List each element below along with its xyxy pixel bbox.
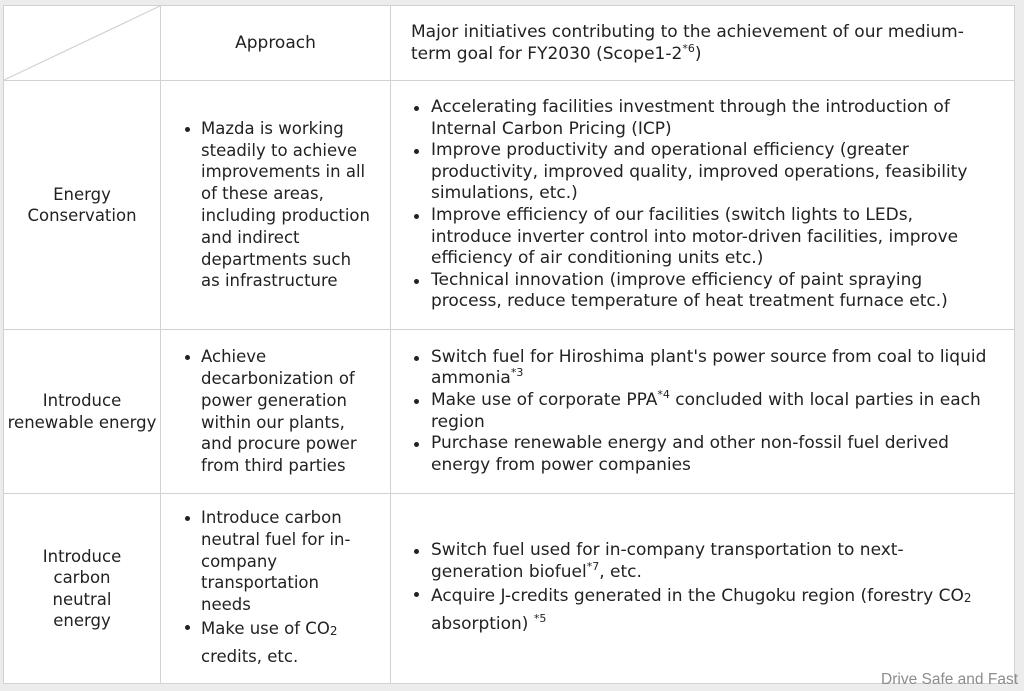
diagonal-line-icon (4, 6, 160, 80)
initiative-item: Switch fuel used for in-company transportation to next-generation biofuel$^{*7}$, etc. (431, 540, 994, 583)
category-cell: Introduce carbon neutral energy (4, 494, 161, 684)
initiative-item: Improve efficiency of our facilities (switch lights to LEDs, introduce inverter control into motor-driven facilities, improve efficiency of air conditioning units etc.) (431, 205, 994, 270)
initiative-item: Technical innovation (improve efficiency of paint spraying process, reduce temperature of heat treatment furnace etc.) (431, 270, 994, 313)
category-cell: Energy Conservation (4, 81, 161, 330)
table-row (4, 330, 1015, 494)
initiative-item: Improve productivity and operational efficiency (greater productivity, improved quality, improved operations, feasibility simulations, etc.) (431, 140, 994, 205)
approach-cell (161, 330, 391, 494)
approach-item: Achieve decarbonization of power generation within our plants, and procure power from third parties (201, 346, 374, 477)
approach-item: Introduce carbon neutral fuel for in-company transportation needs (201, 507, 374, 616)
category-cell: Introduce renewable energy (4, 330, 161, 494)
footnote-ref: *3 (510, 366, 524, 380)
initiatives-table (3, 5, 1015, 684)
footnote-ref: *5 (533, 612, 547, 626)
initiative-item: Accelerating facilities investment through the introduction of Internal Carbon Pricing (ICP) (431, 97, 994, 140)
initiative-item: Switch fuel for Hiroshima plant's power source from coal to liquid ammonia$^{*3}$ (431, 347, 994, 390)
initiatives-header-text: Major initiatives contributing to the achievement of our medium-term goal for FY2030 (Scope1-2 (411, 22, 964, 64)
table-row (4, 81, 1015, 330)
approach-column-header: Approach (161, 6, 391, 81)
initiatives-cell (391, 330, 1015, 494)
initiatives-column-header: Major initiatives contributing to the achievement of our medium-term goal for FY2030 (Scope1-2$^{*6}$) (391, 6, 1015, 81)
footnote-ref: *6 (682, 42, 695, 55)
approach-cell (161, 494, 391, 684)
initiatives-cell (391, 494, 1015, 684)
footnote-ref: *7 (586, 559, 600, 573)
approach-cell (161, 81, 391, 330)
approach-item: Mazda is working steadily to achieve improvements in all of these areas, including production and indirect departments such as infrastructure (201, 118, 374, 292)
initiative-item: Make use of corporate PPA$^{*4}$ concluded with local parties in each region (431, 390, 994, 433)
table-header-row (4, 6, 1015, 81)
table-row (4, 494, 1015, 684)
watermark: Drive Safe and Fast (881, 671, 1018, 688)
corner-cell (4, 6, 161, 81)
approach-item: Make use of CO2 credits, etc. (201, 616, 374, 670)
footnote-ref: *4 (657, 387, 670, 401)
clipped-section-title (0, 0, 1024, 3)
initiative-item: Acquire J-credits generated in the Chugoku region (forestry CO2 absorption) $^{*5}$ (431, 583, 994, 637)
initiatives-cell (391, 81, 1015, 330)
initiative-item: Purchase renewable energy and other non-fossil fuel derived energy from power companies (431, 433, 994, 476)
